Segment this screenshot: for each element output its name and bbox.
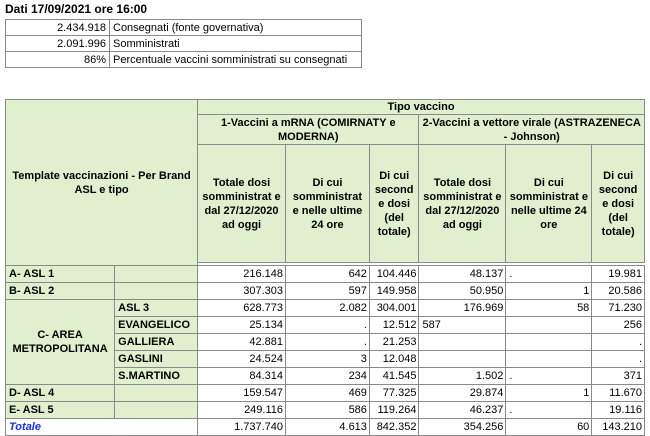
cell: . <box>286 317 370 334</box>
cell: 642 <box>286 266 370 283</box>
cell: 11.670 <box>592 385 645 402</box>
summary-table <box>5 19 362 68</box>
cell: 586 <box>286 402 370 419</box>
cell: 234 <box>286 368 370 385</box>
table-row <box>6 402 645 419</box>
row-label-area-metropolitana: C- AREA METROPOLITANA <box>6 300 115 385</box>
cell: 469 <box>286 385 370 402</box>
col-header: Di cui second e dosi (del totale) <box>369 145 419 263</box>
page-title: Dati 17/09/2021 ore 16:00 <box>5 2 148 16</box>
cell: 71.230 <box>592 300 645 317</box>
summary-value: 86% <box>6 52 110 68</box>
summary-row <box>6 20 362 36</box>
cell: 20.586 <box>592 283 645 300</box>
cell: 58 <box>506 300 592 317</box>
summary-value: 2.434.918 <box>6 20 110 36</box>
total-cell: 60 <box>506 419 592 436</box>
summary-value: 2.091.996 <box>6 36 110 52</box>
row-label: B- ASL 2 <box>6 283 115 300</box>
cell: 21.253 <box>369 334 419 351</box>
col-header: Totale dosi somministrat e dal 27/12/2020 ad oggi <box>198 145 286 263</box>
cell: 628.773 <box>198 300 286 317</box>
cell <box>506 351 592 368</box>
cell: 587 <box>419 317 506 334</box>
total-cell: 842.352 <box>369 419 419 436</box>
cell: 304.001 <box>369 300 419 317</box>
tipo-vaccino-header: Tipo vaccino <box>198 100 645 115</box>
cell: 119.264 <box>369 402 419 419</box>
cell: 2.082 <box>286 300 370 317</box>
table-row <box>6 300 645 317</box>
cell: 1.502 <box>419 368 506 385</box>
cell: 159.547 <box>198 385 286 402</box>
total-label: Totale <box>6 419 198 436</box>
summary-row <box>6 52 362 68</box>
summary-label: Percentuale vaccini somministrati su consegnati <box>110 52 362 68</box>
cell: 216.148 <box>198 266 286 283</box>
total-cell: 354.256 <box>419 419 506 436</box>
cell: 597 <box>286 283 370 300</box>
table-row <box>6 283 645 300</box>
cell <box>419 334 506 351</box>
cell: 48.137 <box>419 266 506 283</box>
summary-label: Somministrati <box>110 36 362 52</box>
cell: 12.512 <box>369 317 419 334</box>
total-cell: 1.737.740 <box>198 419 286 436</box>
cell: 249.116 <box>198 402 286 419</box>
group-header-mrna: 1-Vaccini a mRNA (COMIRNATY e MODERNA) <box>198 115 419 145</box>
col-header: Totale dosi somministrat e dal 27/12/2020 ad oggi <box>419 145 506 263</box>
row-sublabel <box>115 385 198 402</box>
group-header-viral: 2-Vaccini a vettore virale (ASTRAZENECA - Johnson) <box>419 115 645 145</box>
row-sublabel <box>115 283 198 300</box>
cell: 371 <box>592 368 645 385</box>
cell: 1 <box>506 283 592 300</box>
cell <box>506 317 592 334</box>
cell: 149.958 <box>369 283 419 300</box>
row-sublabel: EVANGELICO <box>115 317 198 334</box>
cell: 24.524 <box>198 351 286 368</box>
row-sublabel <box>115 266 198 283</box>
table-row <box>6 266 645 283</box>
cell: 12.048 <box>369 351 419 368</box>
row-label: A- ASL 1 <box>6 266 115 283</box>
cell: . <box>286 334 370 351</box>
total-cell: 4.613 <box>286 419 370 436</box>
summary-label: Consegnati (fonte governativa) <box>110 20 362 36</box>
cell: 19.981 <box>592 266 645 283</box>
cell: 42.881 <box>198 334 286 351</box>
total-cell: 143.210 <box>592 419 645 436</box>
cell: 307.303 <box>198 283 286 300</box>
cell: . <box>506 368 592 385</box>
row-sublabel: GASLINI <box>115 351 198 368</box>
cell: 46.237 <box>419 402 506 419</box>
col-header: Di cui somministrat e nelle ultime 24 ore <box>506 145 592 263</box>
cell <box>419 351 506 368</box>
row-label: E- ASL 5 <box>6 402 115 419</box>
col-header: Di cui somministrat e nelle ultime 24 ore <box>286 145 370 263</box>
cell <box>506 334 592 351</box>
cell: 19.116 <box>592 402 645 419</box>
cell: . <box>506 402 592 419</box>
row-sublabel: S.MARTINO <box>115 368 198 385</box>
cell: 176.969 <box>419 300 506 317</box>
cell: . <box>506 266 592 283</box>
cell: 25.134 <box>198 317 286 334</box>
col-header: Di cui second e dosi (del totale) <box>592 145 645 263</box>
row-sublabel: ASL 3 <box>115 300 198 317</box>
cell: 50.950 <box>419 283 506 300</box>
vaccination-table <box>5 99 645 436</box>
cell: . <box>592 351 645 368</box>
cell: 1 <box>506 385 592 402</box>
summary-row <box>6 36 362 52</box>
cell: 256 <box>592 317 645 334</box>
cell: . <box>592 334 645 351</box>
total-row <box>6 419 645 436</box>
table-row <box>6 385 645 402</box>
row-label: D- ASL 4 <box>6 385 115 402</box>
cell: 41.545 <box>369 368 419 385</box>
row-sublabel <box>115 402 198 419</box>
cell: 77.325 <box>369 385 419 402</box>
cell: 104.446 <box>369 266 419 283</box>
row-sublabel: GALLIERA <box>115 334 198 351</box>
cell: 29.874 <box>419 385 506 402</box>
table-corner-header: Template vaccinazioni - Per Brand ASL e tipo <box>6 100 198 266</box>
cell: 3 <box>286 351 370 368</box>
cell: 84.314 <box>198 368 286 385</box>
